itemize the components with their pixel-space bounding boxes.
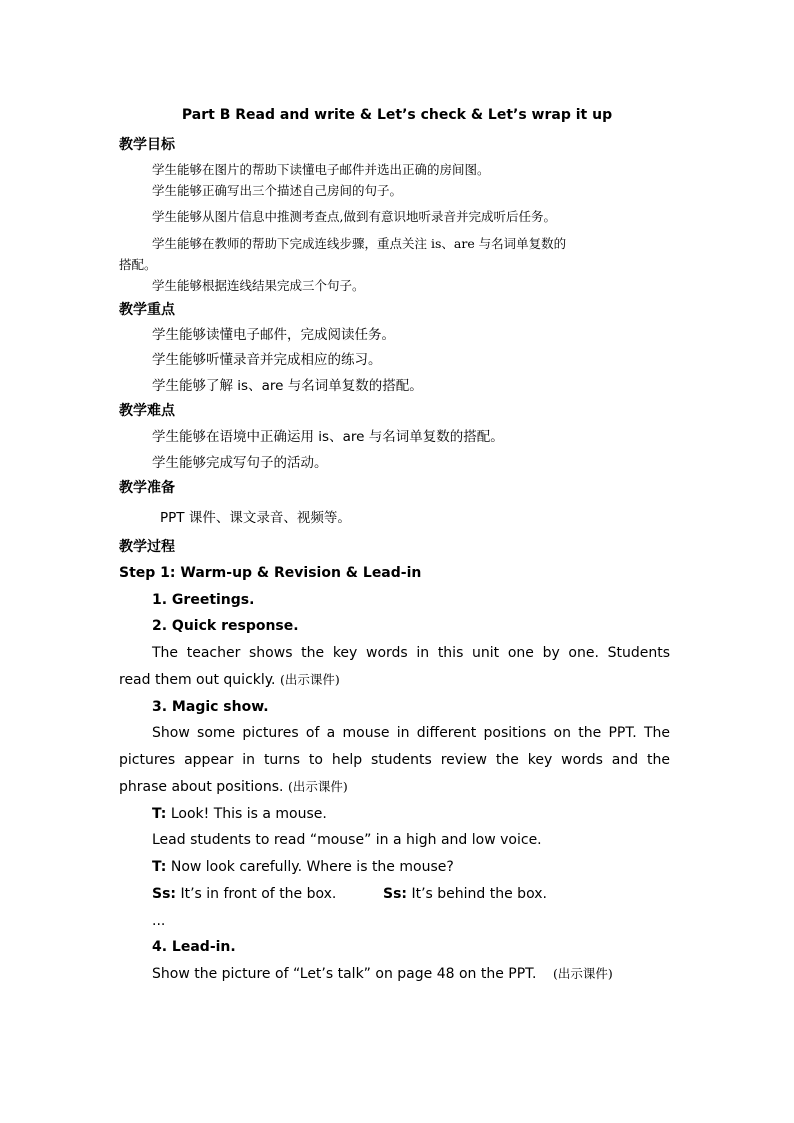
- preparation-heading: 教学准备: [119, 480, 175, 496]
- magic-show-item: 3. Magic show.: [152, 699, 269, 715]
- objective-item: 学生能够在图片的帮助下读懂电子邮件并选出正确的房间图。: [152, 162, 490, 177]
- key-points-heading: 教学重点: [119, 302, 175, 318]
- objective-item: 学生能够在教师的帮助下完成连线步骤，重点关注 is、are 与名词单复数的: [152, 236, 567, 251]
- show-ppt-note: (出示课件): [279, 672, 340, 687]
- objective-item-continued: 搭配。: [119, 257, 157, 272]
- show-ppt-note: (出示课件): [552, 966, 613, 981]
- magic-show-text: pictures appear in turns to help students review the key words and the: [119, 752, 670, 768]
- dialogue-line: [152, 805, 327, 823]
- lead-in-item: 4. Lead-in.: [152, 939, 236, 955]
- key-point-item: 学生能够读懂电子邮件，完成阅读任务。: [152, 327, 395, 343]
- dialogue-text: It’s in front of the box.: [176, 886, 337, 902]
- difficulty-item: 学生能够在语境中正确运用 is、are 与名词单复数的搭配。: [152, 429, 504, 445]
- dialogue-line: [152, 885, 336, 903]
- dialogue-line: [383, 885, 547, 903]
- page-title: Part B Read and write & Let’s check & Let’s wrap it up: [181, 107, 613, 123]
- teacher-label: T:: [152, 806, 167, 822]
- dialogue-line: [152, 858, 454, 876]
- objective-item: 学生能够从图片信息中推测考查点,做到有意识地听录音并完成听后任务。: [152, 209, 556, 224]
- magic-show-text-end: phrase about positions.: [119, 779, 284, 795]
- lead-in-description: Show the picture of “Let’s talk” on page 48 on the PPT.: [152, 966, 537, 982]
- students-label: Ss:: [152, 886, 177, 902]
- quick-response-text-continued: [119, 671, 340, 689]
- students-label: Ss:: [383, 886, 408, 902]
- dialogue-text: Now look carefully. Where is the mouse?: [166, 859, 454, 875]
- teacher-label: T:: [152, 859, 167, 875]
- magic-show-text-continued: [119, 778, 348, 796]
- dialogue-text: It’s behind the box.: [407, 886, 547, 902]
- key-point-item: 学生能够了解 is、are 与名词单复数的搭配。: [152, 378, 423, 394]
- dialogue-text: Look! This is a mouse.: [166, 806, 327, 822]
- lead-in-text: [152, 965, 613, 983]
- magic-show-text: Show some pictures of a mouse in different positions on the PPT. The: [152, 725, 670, 741]
- difficulty-item: 学生能够完成写句子的活动。: [152, 455, 328, 471]
- objective-item: 学生能够根据连线结果完成三个句子。: [152, 278, 365, 293]
- quick-response-text: The teacher shows the key words in this unit one by one. Students: [152, 645, 670, 661]
- objectives-heading: 教学目标: [119, 137, 175, 153]
- objective-item: 学生能够正确写出三个描述自己房间的句子。: [152, 183, 403, 198]
- quick-response-item: 2. Quick response.: [152, 618, 299, 634]
- ellipsis: ...: [152, 913, 166, 929]
- step-1-heading: Step 1: Warm-up & Revision & Lead-in: [119, 565, 422, 581]
- quick-response-text-end: read them out quickly.: [119, 672, 276, 688]
- preparation-text: PPT 课件、课文录音、视频等。: [160, 510, 351, 526]
- difficulties-heading: 教学难点: [119, 403, 175, 419]
- greetings-item: 1. Greetings.: [152, 592, 255, 608]
- process-heading: 教学过程: [119, 539, 175, 555]
- show-ppt-note: (出示课件): [287, 779, 348, 794]
- key-point-item: 学生能够听懂录音并完成相应的练习。: [152, 352, 382, 368]
- lead-read-text: Lead students to read “mouse” in a high and low voice.: [152, 832, 542, 848]
